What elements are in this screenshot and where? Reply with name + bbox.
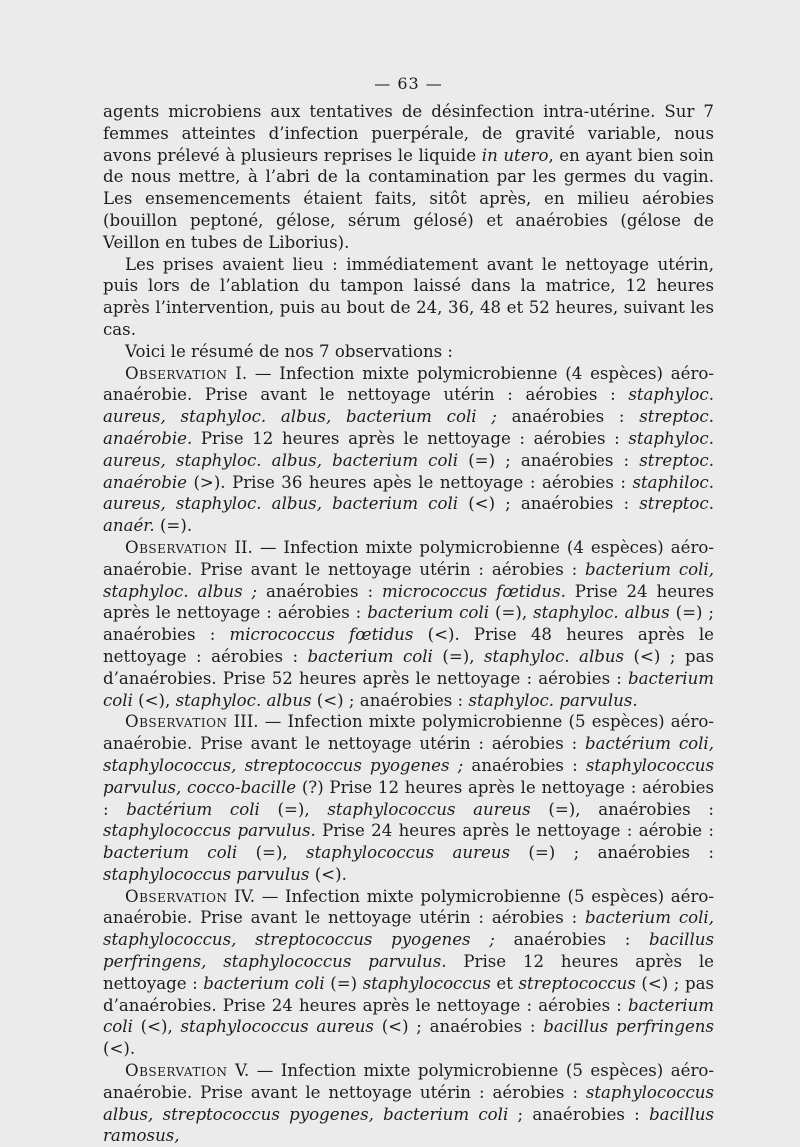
italic-text: staphyloc. albus bbox=[175, 690, 312, 710]
text-run: (<). bbox=[309, 864, 347, 884]
italic-text: staphyloc. aureus, staphyloc. albus, bacterium coli ; bbox=[103, 385, 714, 427]
text-run: et bbox=[490, 973, 519, 993]
italic-text: staphylococcus parvulus, cocco-bacille bbox=[103, 755, 714, 797]
italic-text: staphyloc. albus bbox=[483, 646, 625, 666]
italic-text: bacterium coli bbox=[103, 843, 238, 863]
italic-text: bactérium coli bbox=[126, 799, 260, 819]
text-run: (=) bbox=[324, 973, 363, 993]
italic-text: staphylococcus parvulus. bbox=[103, 821, 316, 841]
italic-text: staphyloc. parvulus. bbox=[468, 690, 638, 710]
observation-label: Observation bbox=[125, 1061, 228, 1081]
italic-text: bacillus perfringens bbox=[543, 1017, 714, 1037]
text-run: anaérobies : bbox=[463, 755, 586, 775]
text-run: (?) Prise 12 heures après le nettoyage : aérobies : bbox=[103, 777, 714, 819]
text-run: (<) ; anaérobies : bbox=[373, 1017, 544, 1037]
observation-label: Observation bbox=[125, 537, 228, 557]
text-run: ; anaérobies : bbox=[508, 1104, 650, 1124]
text-run: (<) ; pas d’anaérobies. Prise 52 heures après le nettoyage : aérobies : bbox=[103, 646, 714, 688]
italic-text: bacillus ramosus, bbox=[103, 1104, 714, 1146]
italic-text: staphylococcus aureus bbox=[327, 799, 531, 819]
italic-text: bacterium coli, staphylococcus, streptococcus pyogenes ; bbox=[103, 908, 714, 950]
italic-text: staphyloc. albus bbox=[533, 603, 670, 623]
observation-label: Observation bbox=[125, 712, 228, 732]
italic-text: bacterium coli, staphyloc. albus ; bbox=[103, 559, 714, 601]
text-run: (=), bbox=[237, 843, 307, 863]
text-run: anaérobies : bbox=[494, 930, 650, 950]
text-run: (=), bbox=[489, 603, 534, 623]
text-run: , en ayant bien soin de nous mettre, à l’abri de la contamination par les germes du vagin. Les ensemencements étaient faits, sitôt après, en milieu aérobies (bouillon peptoné, gélose, sérum gélosé) et anaérobies (gélose de Veillon en tubes de Liborius). bbox=[103, 145, 714, 252]
text-run: (=) ; anaérobies : bbox=[103, 603, 715, 645]
text-run: (<) ; pas d’anaérobies. Prise 24 heures après le nettoyage : aérobies : bbox=[103, 973, 714, 1015]
text-run: (=), anaérobies : bbox=[530, 799, 714, 819]
italic-text: bacillus perfringens, staphylococcus parvulus. bbox=[103, 930, 714, 972]
italic-text: bacterium coli bbox=[307, 646, 433, 666]
paragraph bbox=[103, 101, 714, 254]
italic-text: bacterium coli bbox=[103, 668, 714, 710]
italic-text: staphiloc. aureus, staphyloc. albus, bacterium coli bbox=[103, 472, 714, 514]
text-run: Les prises avaient lieu : immédiatement avant le nettoyage utérin, puis lors de l’ablation du tampon laissé dans la matrice, 12 heures après l’intervention, puis au bout de 24, 36, 48 et 52 heures, suivant les cas. bbox=[103, 254, 714, 339]
paragraph bbox=[103, 711, 714, 885]
text-run: Voici le résumé de nos 7 observations : bbox=[125, 341, 454, 361]
italic-text: in utero bbox=[481, 145, 549, 165]
text-run: (<). bbox=[103, 1039, 136, 1059]
text-run: anaérobies : bbox=[257, 581, 382, 601]
body-text bbox=[103, 101, 714, 1147]
italic-text: staphylococcus albus, streptococcus pyogenes, bacterium coli bbox=[103, 1082, 714, 1124]
observation-label: Observation bbox=[125, 886, 228, 906]
text-run: Prise 12 heures après le nettoyage : bbox=[103, 952, 714, 993]
italic-text: staphylococcus aureus bbox=[180, 1017, 374, 1037]
italic-text: bacterium coli bbox=[367, 603, 490, 623]
paragraph bbox=[103, 886, 714, 1060]
paragraph bbox=[103, 341, 714, 363]
text-run: (<), bbox=[132, 1017, 181, 1037]
paragraph bbox=[103, 1060, 714, 1147]
text-run: (>). Prise 36 heures apès le nettoyage : aérobies : bbox=[186, 472, 633, 492]
text-run: III. — Infection mixte polymicrobienne (5 espèces) aéro-anaérobie. Prise avant le nettoyage utérin : aérobies : bbox=[103, 712, 714, 754]
text-run: (=) ; anaérobies : bbox=[510, 843, 714, 863]
page-number: — 63 — bbox=[374, 74, 443, 93]
italic-text: micrococcus fœtidus bbox=[229, 625, 414, 645]
text-run: (=), bbox=[259, 799, 328, 819]
text-run: (=) ; anaérobies : bbox=[458, 450, 640, 470]
text-run: IV. — Infection mixte polymicrobienne (5 espèces) aéro-anaérobie. Prise avant le nettoyage utérin : aérobies : bbox=[103, 886, 714, 928]
text-run: (<) ; anaérobies : bbox=[311, 690, 469, 710]
paragraph bbox=[103, 537, 714, 711]
observation-label: Observation bbox=[125, 363, 228, 383]
paragraph bbox=[103, 254, 714, 341]
text-run: V. — Infection mixte polymicrobienne (5 espèces) aéro-anaérobie. Prise avant le nettoyage utérin : aérobies : bbox=[103, 1061, 714, 1102]
italic-text: bacterium coli bbox=[203, 973, 325, 993]
italic-text: streptoc. anaérobie. bbox=[103, 407, 714, 448]
text-run: (=). bbox=[154, 516, 193, 536]
paragraph bbox=[103, 363, 714, 537]
text-run: (<). Prise 48 heures après le nettoyage : aérobies : bbox=[103, 625, 714, 666]
italic-text: staphylococcus bbox=[362, 973, 491, 993]
text-run: (<) ; anaérobies : bbox=[458, 494, 640, 514]
italic-text: micrococcus fœtidus. bbox=[381, 581, 566, 601]
text-run: I. — Infection mixte polymicrobienne (4 espèces) aéro-anaérobie. Prise avant le nettoyage utérin : aérobies : bbox=[103, 363, 714, 405]
text-run: Prise 24 heures après le nettoyage : aérobie : bbox=[315, 821, 714, 841]
italic-text: bactérium coli, staphylococcus, streptococcus pyogenes ; bbox=[103, 734, 714, 775]
italic-text: bacterium coli bbox=[103, 995, 714, 1037]
text-run: agents microbiens aux tentatives de désinfection intra-utérine. Sur 7 femmes atteintes d’infection puerpérale, de gravité variable, nous avons prélevé à plusieurs reprises le liquide bbox=[103, 102, 714, 165]
text-run: Prise 12 heures après le nettoyage : aérobies : bbox=[192, 428, 629, 448]
text-run: anaérobies : bbox=[496, 407, 640, 427]
italic-text: streptoc. anaérobie bbox=[103, 450, 714, 492]
text-run: II. — Infection mixte polymicrobienne (4 espèces) aéro-anaérobie. Prise avant le nettoyage utérin : aérobies : bbox=[103, 537, 714, 579]
italic-text: staphylococcus aureus bbox=[306, 843, 511, 863]
italic-text: streptoc. anaér. bbox=[103, 494, 714, 536]
text-run: (=), bbox=[432, 646, 484, 666]
italic-text: staphyloc. aureus, staphyloc. albus, bacterium coli bbox=[103, 428, 714, 470]
italic-text: staphylococcus parvulus bbox=[103, 864, 310, 884]
text-run: (<), bbox=[132, 690, 176, 710]
text-run: Prise 24 heures après le nettoyage : aérobies : bbox=[103, 581, 714, 623]
italic-text: streptococcus bbox=[518, 973, 636, 993]
